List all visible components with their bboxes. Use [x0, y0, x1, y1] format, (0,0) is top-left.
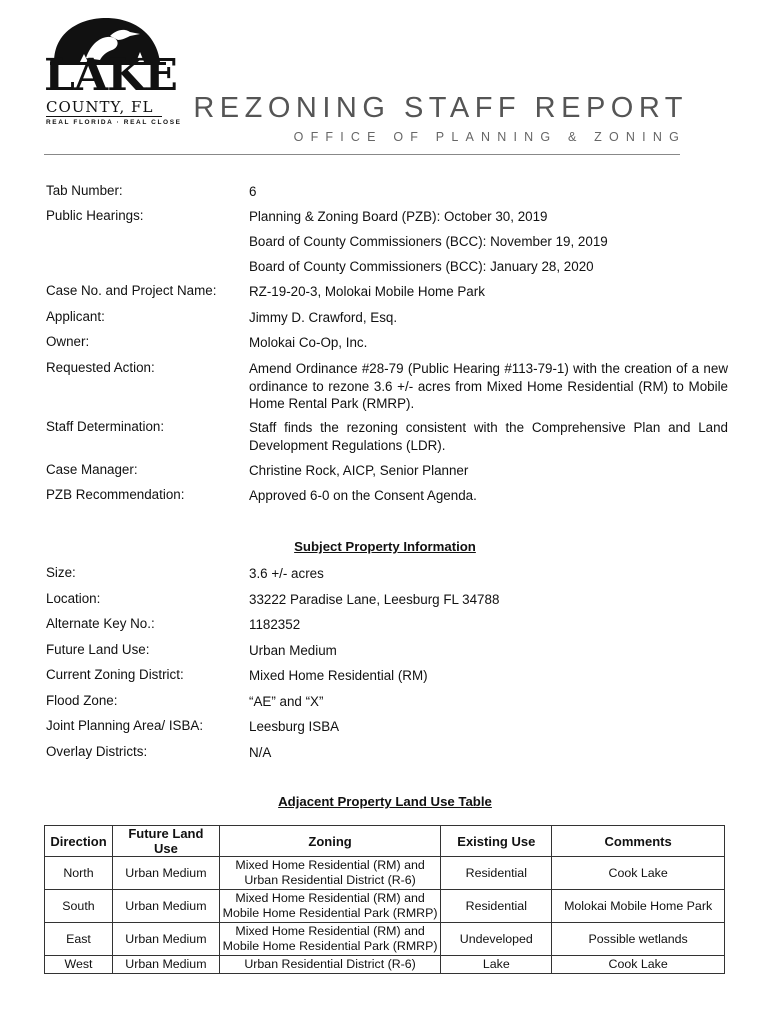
summary-value: Jimmy D. Crawford, Esq.	[249, 310, 398, 325]
summary-value: Approved 6-0 on the Consent Agenda.	[249, 488, 477, 503]
property-value: N/A	[249, 744, 272, 760]
column-header: Future Land Use	[112, 826, 219, 857]
report-subtitle: OFFICE OF PLANNING & ZONING	[293, 130, 686, 144]
table-cell: Cook Lake	[552, 857, 725, 890]
table-cell: North	[45, 857, 113, 890]
header-divider	[44, 154, 680, 155]
table-cell: Mixed Home Residential (RM) and Urban Residential District (R-6)	[219, 857, 441, 890]
logo-county: COUNTY, FL	[46, 98, 154, 116]
summary-value: Amend Ordinance #28-79 (Public Hearing #113-79-1) with the creation of a new ordinance to rezone 3.6 +/- acres from Mixed Home Residential (RM) to Mobile Home Rental Park (RMRP).	[249, 361, 728, 411]
table-cell: Mixed Home Residential (RM) and Mobile Home Residential Park (RMRP)	[219, 923, 441, 956]
table-cell: West	[45, 956, 113, 974]
table-cell: South	[45, 890, 113, 923]
property-label: Future Land Use:	[46, 641, 150, 657]
property-label: Flood Zone:	[46, 692, 118, 708]
logo-wordmark: LAKE	[44, 50, 177, 101]
property-value: 3.6 +/- acres	[249, 566, 324, 581]
table-cell: Cook Lake	[552, 956, 725, 974]
property-section-title: Subject Property Information	[294, 539, 476, 554]
table-cell: Urban Medium	[112, 923, 219, 956]
summary-label: PZB Recommendation:	[46, 487, 185, 502]
adjacent-section-title: Adjacent Property Land Use Table	[278, 794, 492, 809]
property-label: Current Zoning District:	[46, 667, 184, 682]
summary-label: Case No. and Project Name:	[46, 283, 217, 298]
property-value: 1182352	[249, 617, 301, 632]
column-header: Zoning	[219, 826, 441, 857]
property-label: Joint Planning Area/ ISBA:	[46, 718, 204, 733]
property-label: Overlay Districts:	[46, 743, 148, 759]
summary-label: Requested Action:	[46, 360, 155, 375]
summary-label: Public Hearings:	[46, 208, 144, 223]
summary-value: Board of County Commissioners (BCC): January 28, 2020	[249, 259, 594, 274]
summary-value: Planning & Zoning Board (PZB): October 30, 2019	[249, 209, 548, 224]
table-cell: Possible wetlands	[552, 923, 725, 956]
summary-value: RZ-19-20-3, Molokai Mobile Home Park	[249, 284, 485, 299]
table-cell: Undeveloped	[441, 923, 552, 956]
summary-label: Applicant:	[46, 309, 105, 324]
summary-value: Christine Rock, AICP, Senior Planner	[249, 463, 469, 478]
property-value: Urban Medium	[249, 642, 337, 658]
table-cell: Residential	[441, 857, 552, 890]
column-header: Existing Use	[441, 826, 552, 857]
summary-value: Board of County Commissioners (BCC): November 19, 2019	[249, 234, 608, 249]
table-header-row	[45, 826, 725, 857]
logo-divider	[46, 116, 162, 117]
summary-value: 6	[249, 184, 257, 199]
table-cell: East	[45, 923, 113, 956]
property-label: Size:	[46, 565, 76, 580]
logo-tagline: REAL FLORIDA · REAL CLOSE	[46, 119, 182, 126]
table-cell: Urban Medium	[112, 890, 219, 923]
property-value: Leesburg ISBA	[249, 719, 340, 734]
table-cell: Lake	[441, 956, 552, 974]
table-cell: Urban Medium	[112, 857, 219, 890]
summary-label: Owner:	[46, 334, 90, 349]
lake-county-logo	[40, 18, 182, 130]
table-cell: Urban Medium	[112, 956, 219, 974]
property-value: “AE” and “X”	[249, 693, 324, 709]
table-row	[45, 956, 725, 974]
table-row	[45, 857, 725, 890]
table-cell: Mixed Home Residential (RM) and Mobile Home Residential Park (RMRP)	[219, 890, 441, 923]
table-row	[45, 923, 725, 956]
report-title: REZONING STAFF REPORT	[193, 92, 688, 124]
column-header: Comments	[552, 826, 725, 857]
table-cell: Molokai Mobile Home Park	[552, 890, 725, 923]
summary-label: Case Manager:	[46, 462, 138, 477]
summary-label: Staff Determination:	[46, 419, 165, 434]
summary-value: Staff finds the rezoning consistent with the Comprehensive Plan and Land Development Regulations (LDR).	[249, 420, 728, 453]
table-cell: Residential	[441, 890, 552, 923]
property-value: Mixed Home Residential (RM)	[249, 668, 428, 683]
table-cell: Urban Residential District (R-6)	[219, 956, 441, 974]
property-label: Location:	[46, 590, 101, 606]
summary-value: Molokai Co-Op, Inc.	[249, 335, 368, 350]
property-label: Alternate Key No.:	[46, 616, 155, 631]
column-header: Direction	[45, 826, 113, 857]
summary-label: Tab Number:	[46, 183, 123, 198]
table-row	[45, 890, 725, 923]
property-value: 33222 Paradise Lane, Leesburg FL 34788	[249, 591, 500, 607]
adjacent-land-use-table	[44, 825, 725, 974]
